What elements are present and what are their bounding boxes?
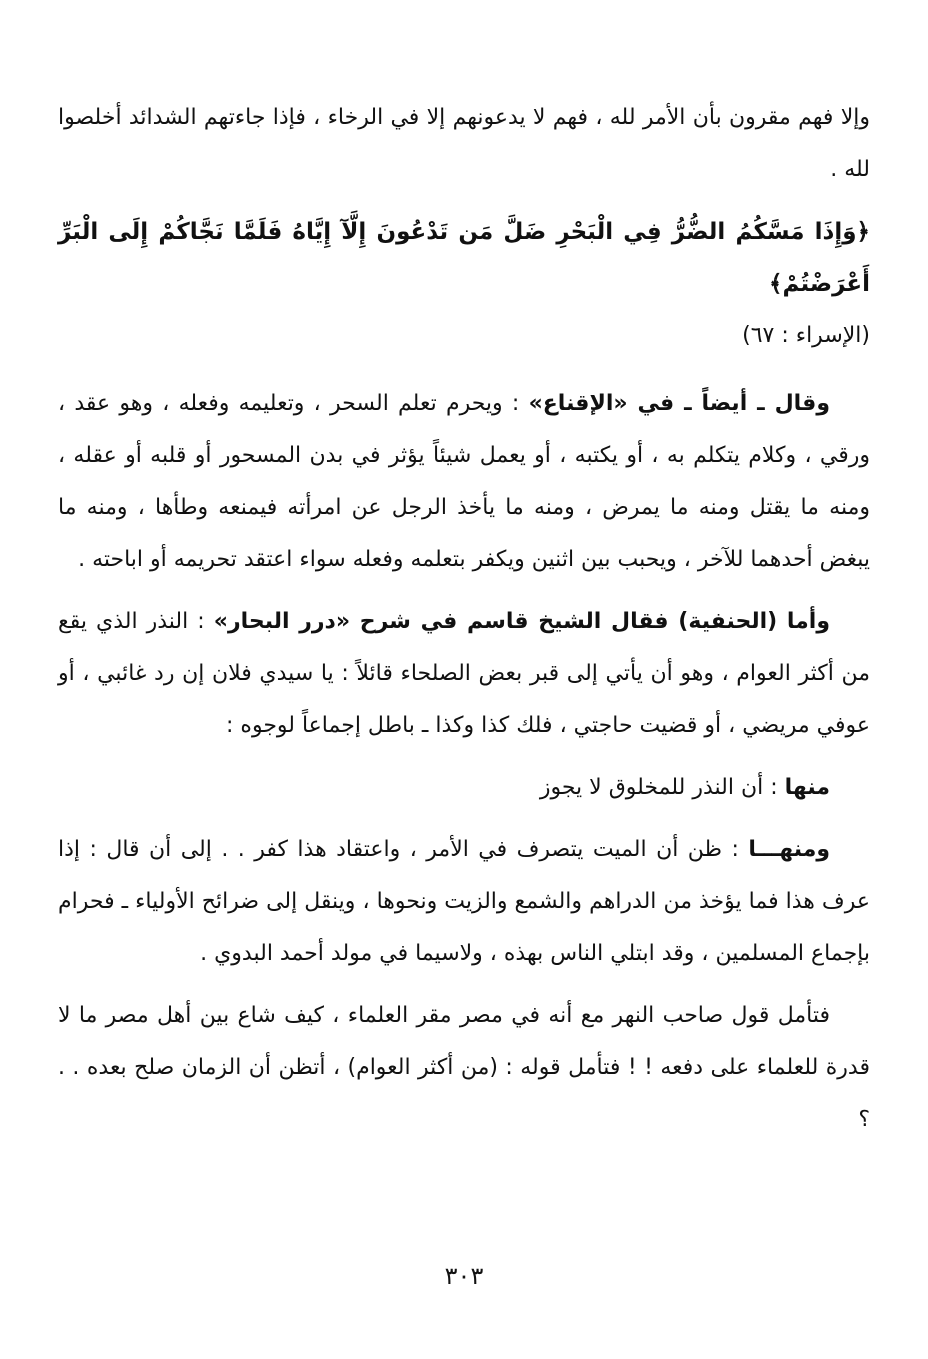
paragraph-conclusion: فتأمل قول صاحب النهر مع أنه في مصر مقر العلماء ، كيف شاع بين أهل مصر ما لا قدرة للعلماء على دفعه ! ! فتأمل قوله : (من أكثر العوام) ، أتظن أن الزمان صلح بعده . . ؟ [58,1003,870,1132]
page-body [58,92,870,1156]
paragraph-continuation: وإلا فهم مقرون بأن الأمر لله ، فهم لا يدعونهم إلا في الرخاء ، فإذا جاءتهم الشدائد أخلصوا لله . [58,105,870,182]
paragraph-hanafiya [58,596,870,752]
paragraph-minha-text: : أن النذر للمخلوق لا يجوز [539,775,785,800]
paragraph-hanafiya-lead: وأما (الحنفية) فقال الشيخ قاسم في شرح «درر البحار» [213,609,831,634]
quran-verse: ﴿وَإِذَا مَسَّكُمُ الضُّرُّ فِي الْبَحْرِ ضَلَّ مَن تَدْعُونَ إِلَّآ إِيَّاهُ فَلَمَّا نَجَّاكُمْ إِلَى الْبَرِّ أَعْرَضْتُمْ﴾ [58,219,870,297]
paragraph-minha-2-lead: ومنهـــا [748,837,830,862]
paragraph-minha [58,762,870,814]
paragraph-iqna [58,378,870,586]
paragraph-iqna-lead: وقال ـ أيضاً ـ في «الإقناع» [528,391,830,416]
verse-reference: (الإسراء : ٦٧) [742,323,870,348]
paragraph-minha-2 [58,824,870,980]
paragraph-iqna-text: : ويحرم تعلم السحر ، وتعليمه وفعله ، وهو عقد ، ورقي ، وكلام يتكلم به ، أو يكتبه ، أو يعمل شيئاً يؤثر في بدن المسحور أو قلبه أو عقله ، ومنه ما يقتل ومنه ما يمرض ، ومنه ما يأخذ الرجل عن امرأته فيمنعه وطأها ، ومنه ما يبغض أحدهما للآخر ، ويحبب بين اثنين ويكفر بتعلمه وفعله سواء اعتقد تحريمه أو اباحته . [58,391,870,572]
paragraph-minha-2-text: : ظن أن الميت يتصرف في الأمر ، واعتقاد هذا كفر . . إلى أن قال : إذا عرف هذا فما يؤخذ من الدراهم والشمع والزيت ونحوها ، وينقل إلى ضرائح الأولياء ـ فحرام بإجماع المسلمين ، وقد ابتلي الناس بهذه ، ولاسيما في مولد أحمد البدوي . [58,837,870,966]
paragraph-minha-lead: منها [784,775,830,800]
paragraph-hanafiya-text: : النذر الذي يقع من أكثر العوام ، وهو أن يأتي إلى قبر بعض الصلحاء قائلاً : يا سيدي فلان إن رد غائبي ، أو عوفي مريضي ، أو قضيت حاجتي ، فلك كذا وكذا ـ باطل إجماعاً لوجوه : [58,609,870,738]
page-number: ٣٠٣ [444,1262,484,1290]
